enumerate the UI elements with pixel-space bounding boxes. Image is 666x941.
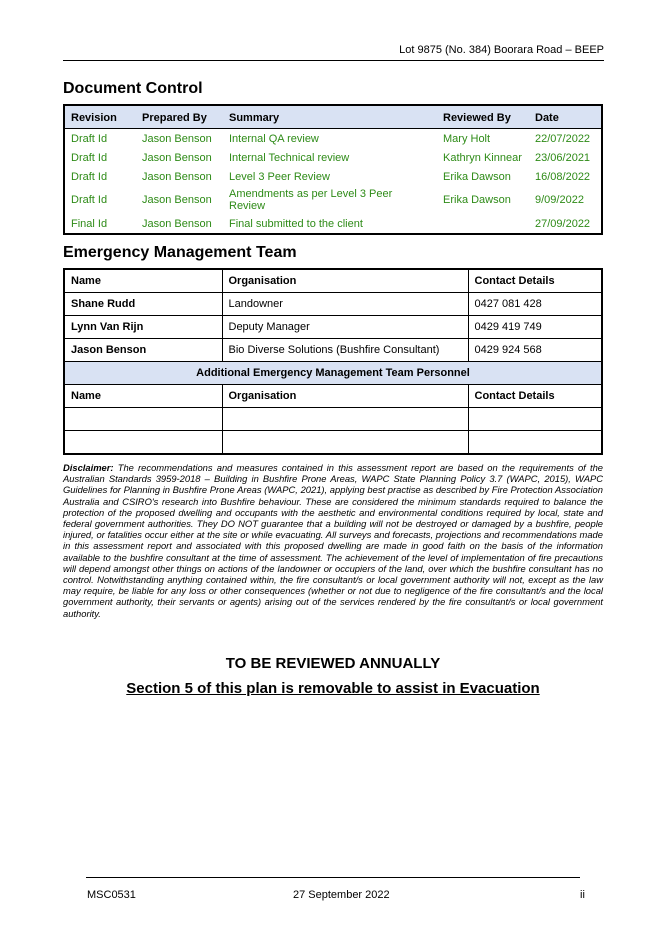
table-row xyxy=(64,148,602,167)
table-cell: 27/09/2022 xyxy=(535,217,591,230)
disclaimer xyxy=(63,462,603,619)
table-cell: Final submitted to the client xyxy=(229,217,363,230)
evacuation-notice: Section 5 of this plan is removable to assist in Evacuation xyxy=(126,680,540,697)
empty-cell xyxy=(468,431,602,455)
document-control-title: Document Control xyxy=(63,80,203,97)
column-header: Date xyxy=(529,105,602,129)
table-row xyxy=(64,214,602,234)
additional-personnel-heading: Additional Emergency Management Team Personnel xyxy=(64,362,602,385)
table-cell: Bio Diverse Solutions (Bushfire Consultant) xyxy=(222,339,468,362)
table-cell: Jason Benson xyxy=(142,170,212,183)
table-cell: Jason Benson xyxy=(142,194,212,206)
table-cell: Jason Benson xyxy=(64,339,222,362)
table-cell: Draft Id xyxy=(71,170,108,183)
empty-cell xyxy=(468,408,602,431)
table-cell: 23/06/2021 xyxy=(535,151,591,164)
footer-date: 27 September 2022 xyxy=(293,889,390,901)
table-cell: Jason Benson xyxy=(142,132,212,145)
column-header: Prepared By xyxy=(136,105,223,129)
footer-doc-code: MSC0531 xyxy=(87,889,136,901)
empty-cell xyxy=(64,431,222,455)
empty-row xyxy=(64,408,602,431)
empty-cell xyxy=(222,408,468,431)
document-control-table xyxy=(63,104,603,235)
table-cell: Draft Id xyxy=(71,194,108,206)
table-cell: Final Id xyxy=(71,217,108,230)
column-header: Revision xyxy=(64,105,136,129)
table-cell: 22/07/2022 xyxy=(535,132,591,145)
column-header: Name xyxy=(64,269,222,293)
disclaimer-label: Disclaimer: xyxy=(63,462,114,473)
column-header: Contact Details xyxy=(468,385,602,408)
column-header: Organisation xyxy=(222,385,468,408)
table-cell xyxy=(437,214,529,234)
emergency-team-table xyxy=(63,268,603,455)
page-number: ii xyxy=(580,889,585,901)
table-cell: 0427 081 428 xyxy=(468,293,602,316)
table-cell: Amendments as per Level 3 Peer Review xyxy=(229,188,393,212)
table-row xyxy=(64,316,602,339)
table-cell: Draft Id xyxy=(71,132,108,145)
table-cell: Shane Rudd xyxy=(64,293,222,316)
table-cell: Jason Benson xyxy=(142,151,212,164)
table-cell: 9/09/2022 xyxy=(535,194,584,206)
table-row xyxy=(64,293,602,316)
column-header: Organisation xyxy=(222,269,468,293)
table-cell: Internal QA review xyxy=(229,132,319,145)
table-cell: Landowner xyxy=(222,293,468,316)
emergency-team-title: Emergency Management Team xyxy=(63,244,297,261)
table-cell: Level 3 Peer Review xyxy=(229,170,330,183)
table-cell: Jason Benson xyxy=(142,217,212,230)
table-cell: Deputy Manager xyxy=(222,316,468,339)
column-header: Contact Details xyxy=(468,269,602,293)
empty-row xyxy=(64,431,602,455)
column-header: Reviewed By xyxy=(437,105,529,129)
table-cell: Internal Technical review xyxy=(229,151,350,164)
table-cell: Kathryn Kinnear xyxy=(443,151,522,164)
table-cell: Lynn Van Rijn xyxy=(64,316,222,339)
table-cell: Erika Dawson xyxy=(443,170,511,183)
table-cell: Erika Dawson xyxy=(443,194,511,206)
table-cell: 16/08/2022 xyxy=(535,170,591,183)
empty-cell xyxy=(222,431,468,455)
disclaimer-text: The recommendations and measures contained in this assessment report are based on the requirements of the Australian Standards 3959-2018 – Building in Bushfire Prone Areas, WAPC State Planning Policy 3.7 (WAPC, 2015), WAPC Guidelines for Planning in Bushfire Prone Areas (WAPC, 2021), applying best practise as described by Fire Protection Association Australia and CSIRO's research into Bushfire behaviour. These are considered the minimum standards required to balance the protection of the proposed dwelling and occupants with the aesthetic and environmental conditions required by local, state and federal government authorities. They DO NOT guarantee that a building will not be destroyed or damaged by a bushfire, people injured, or fatalities occur either at the site or while evacuating. All surveys and forecasts, projections and recommendations made in this assessment report and associated with this proposed dwelling are made in good faith on the basis of the information available to the bushfire consultant at the time of assessment. The achievement of the level of implementation of fire precautions will depend amongst other things on actions of the landowner or occupiers of the land, over which the bushfire consultant has no control. Notwithstanding anything contained within, the fire consultant/s or local government authority will not, except as the law may require, be liable for any loss or other consequences (whether or not due to negligence of the fire consultant/s and the local government authority, their servants or agents) arising out of the services rendered by the fire consultant/s or local government authority. xyxy=(63,462,603,619)
table-row xyxy=(64,339,602,362)
page-header xyxy=(63,40,604,61)
footer-divider xyxy=(86,877,580,878)
table-cell: 0429 419 749 xyxy=(468,316,602,339)
header-text: Lot 9875 (No. 384) Boorara Road – BEEP xyxy=(399,44,604,56)
table-row xyxy=(64,186,602,214)
table-row xyxy=(64,167,602,186)
table-cell: 0429 924 568 xyxy=(468,339,602,362)
table-cell: Draft Id xyxy=(71,151,108,164)
table-cell: Mary Holt xyxy=(443,132,491,145)
empty-cell xyxy=(64,408,222,431)
table-row xyxy=(64,129,602,149)
column-header: Summary xyxy=(223,105,437,129)
review-notice: TO BE REVIEWED ANNUALLY xyxy=(225,655,441,672)
column-header: Name xyxy=(64,385,222,408)
